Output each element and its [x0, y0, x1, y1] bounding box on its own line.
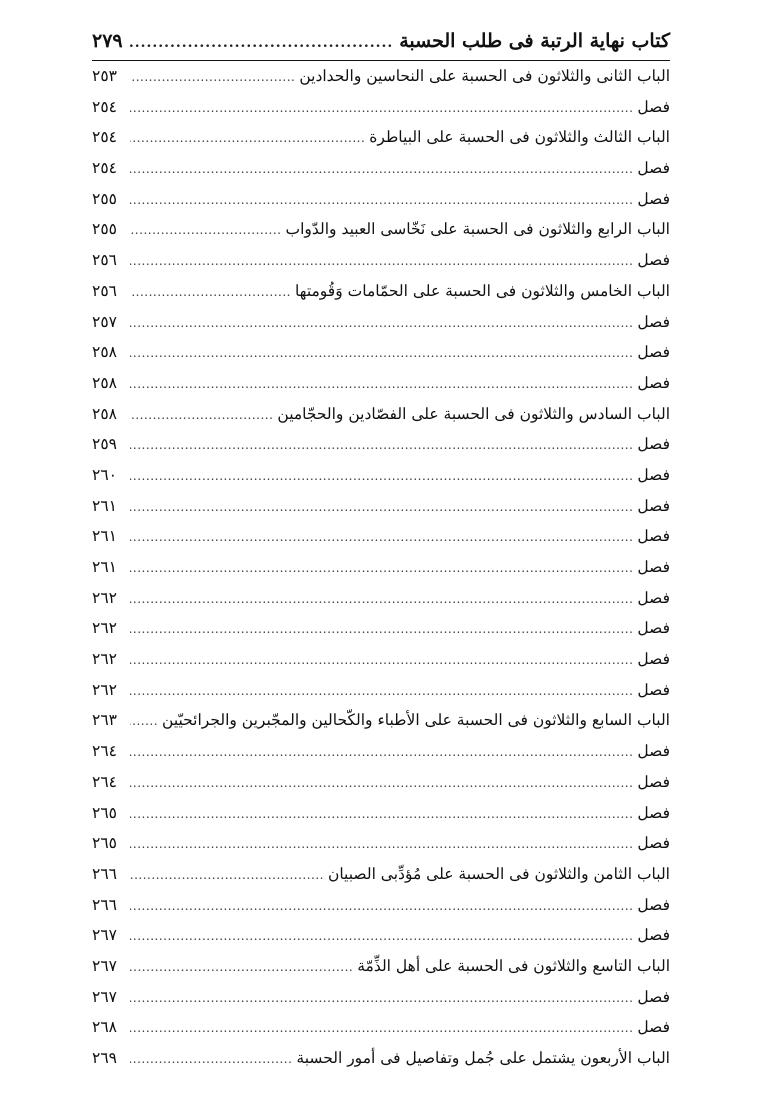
dot-leader: [130, 921, 633, 952]
entry-page-number: ٢٦٠: [92, 465, 117, 484]
running-header: [92, 30, 670, 61]
entry-page-number: ٢٥٤: [92, 128, 117, 147]
dot-leader: [130, 400, 273, 431]
entry-title: الباب الخامس والثلاثون فى الحسبة على الحمّامات وَقُومتها: [294, 281, 670, 300]
section-entry: [92, 982, 670, 1013]
entry-page-number: ٢٦٧: [92, 956, 117, 975]
entry-title: فصل: [637, 312, 670, 331]
section-entry: [92, 184, 670, 215]
entry-title: فصل: [637, 343, 670, 362]
section-entry: [92, 429, 670, 460]
entry-page-number: ٢٥٤: [92, 97, 117, 116]
entry-title: فصل: [637, 742, 670, 761]
entry-title: الباب الثانى والثلاثون فى الحسبة على النحاسين والحدادين: [299, 67, 670, 85]
entry-title: فصل: [637, 558, 670, 576]
section-entry: [92, 583, 670, 614]
header-dot-leader: [129, 35, 394, 51]
dot-leader: [130, 645, 633, 676]
entry-title: فصل: [637, 619, 670, 638]
dot-leader: [130, 1044, 292, 1075]
entry-page-number: ٢٥٧: [92, 312, 117, 331]
dot-leader: [130, 614, 633, 645]
entry-page-number: ٢٥٨: [92, 373, 117, 392]
dot-leader: [130, 492, 633, 523]
section-entry: [92, 153, 670, 184]
section-entry: [92, 767, 670, 798]
entry-title: فصل: [637, 680, 670, 699]
section-entry: [92, 337, 670, 368]
dot-leader: [130, 891, 633, 922]
book-title: كتاب نهاية الرتبة فى طلب الحسبة: [399, 30, 670, 52]
entry-page-number: ٢٦٦: [92, 864, 117, 883]
dot-leader: [130, 277, 291, 308]
entry-page-number: ٢٥٨: [92, 343, 117, 362]
chapter-entry: [92, 859, 670, 890]
chapter-entry: [92, 1043, 670, 1074]
chapter-entry: [92, 122, 670, 153]
entry-title: فصل: [637, 650, 670, 669]
entry-page-number: ٢٦٤: [92, 772, 117, 791]
dot-leader: [130, 676, 633, 707]
chapter-entry: [92, 61, 670, 92]
dot-leader: [130, 706, 158, 737]
entry-page-number: ٢٥٦: [92, 251, 117, 270]
entry-page-number: ٢٦١: [92, 558, 117, 576]
entry-page-number: ٢٥٩: [92, 435, 117, 454]
dot-leader: [130, 768, 633, 799]
dot-leader: [130, 430, 633, 461]
dot-leader: [130, 185, 633, 216]
section-entry: [92, 798, 670, 829]
entry-page-number: ٢٦٩: [92, 1049, 117, 1067]
entry-title: فصل: [637, 97, 670, 116]
section-entry: [92, 675, 670, 706]
entry-title: الباب الثالث والثلاثون فى الحسبة على البياطرة: [369, 128, 670, 147]
entry-title: فصل: [637, 527, 670, 546]
entry-title: فصل: [637, 159, 670, 178]
entry-title: فصل: [637, 373, 670, 392]
dot-leader: [130, 860, 324, 891]
section-entry: [92, 552, 670, 583]
entry-page-number: ٢٦١: [92, 527, 117, 546]
entry-page-number: ٢٥٥: [92, 220, 117, 239]
entry-page-number: ٢٥٦: [92, 281, 117, 300]
dot-leader: [130, 308, 633, 339]
entry-page-number: ٢٦٧: [92, 987, 117, 1006]
contents-page: [92, 30, 670, 1074]
entry-page-number: ٢٦٧: [92, 926, 117, 945]
section-entry: [92, 920, 670, 951]
dot-leader: [130, 93, 633, 124]
entry-title: فصل: [637, 803, 670, 822]
dot-leader: [130, 62, 295, 93]
entry-title: فصل: [637, 189, 670, 208]
entry-title: فصل: [637, 251, 670, 270]
entry-title: الباب الأربعون يشتمل على جُمل وتفاصيل فى أمور الحسبة: [296, 1049, 670, 1067]
section-entry: [92, 613, 670, 644]
entry-title: فصل: [637, 772, 670, 791]
entry-page-number: ٢٥٤: [92, 159, 117, 178]
entry-title: الباب الثامن والثلاثون فى الحسبة على مُؤدِّبى الصبيان: [327, 864, 670, 883]
dot-leader: [130, 584, 633, 615]
section-entry: [92, 307, 670, 338]
entry-title: فصل: [637, 435, 670, 454]
entry-title: الباب السابع والثلاثون فى الحسبة على الأطباء والكّحالين والمجّبرين والجرائحيّين: [162, 711, 670, 730]
dot-leader: [130, 553, 633, 584]
section-entry: [92, 1012, 670, 1043]
section-entry: [92, 245, 670, 276]
dot-leader: [130, 215, 282, 246]
dot-leader: [130, 737, 633, 768]
section-entry: [92, 521, 670, 552]
entry-page-number: ٢٦٨: [92, 1018, 117, 1037]
entry-title: فصل: [637, 465, 670, 484]
entry-page-number: ٢٦٣: [92, 711, 117, 730]
section-entry: [92, 491, 670, 522]
entry-title: فصل: [637, 1018, 670, 1037]
dot-leader: [130, 246, 633, 277]
section-entry: [92, 828, 670, 859]
entry-page-number: ٢٦٥: [92, 834, 117, 853]
chapter-entry: [92, 399, 670, 430]
entry-page-number: ٢٥٥: [92, 189, 117, 208]
dot-leader: [130, 952, 353, 983]
dot-leader: [130, 983, 633, 1014]
entry-page-number: ٢٦١: [92, 496, 117, 515]
entry-page-number: ٢٥٨: [92, 404, 117, 423]
chapter-entry: [92, 705, 670, 736]
entry-title: فصل: [637, 496, 670, 515]
chapter-entry: [92, 214, 670, 245]
entry-page-number: ٢٦٤: [92, 742, 117, 761]
entry-title: فصل: [637, 926, 670, 945]
section-entry: [92, 460, 670, 491]
dot-leader: [130, 123, 365, 154]
dot-leader: [130, 338, 633, 369]
entry-page-number: ٢٦٢: [92, 588, 117, 607]
dot-leader: [130, 829, 633, 860]
entry-title: فصل: [637, 588, 670, 607]
contents-list: [92, 61, 670, 1074]
entry-page-number: ٢٦٢: [92, 680, 117, 699]
entry-page-number: ٢٦٢: [92, 650, 117, 669]
entry-title: الباب السادس والثلاثون فى الحسبة على الفصّادين والحجّامين: [277, 404, 670, 423]
entry-title: فصل: [637, 834, 670, 853]
entry-title: الباب التاسع والثلاثون فى الحسبة على أهل الذِّمّة: [357, 956, 670, 975]
page-number: ٢٧٩: [92, 30, 123, 52]
entry-page-number: ٢٥٣: [92, 67, 117, 85]
dot-leader: [130, 461, 633, 492]
entry-title: فصل: [637, 987, 670, 1006]
entry-page-number: ٢٦٦: [92, 895, 117, 914]
section-entry: [92, 644, 670, 675]
entry-title: فصل: [637, 895, 670, 914]
section-entry: [92, 92, 670, 123]
dot-leader: [130, 1013, 633, 1044]
section-entry: [92, 736, 670, 767]
dot-leader: [130, 154, 633, 185]
section-entry: [92, 890, 670, 921]
chapter-entry: [92, 276, 670, 307]
entry-page-number: ٢٦٢: [92, 619, 117, 638]
dot-leader: [130, 799, 633, 830]
chapter-entry: [92, 951, 670, 982]
entry-title: الباب الرابع والثلاثون فى الحسبة على نَخّاسى العبيد والدّواب: [285, 220, 670, 239]
entry-page-number: ٢٦٥: [92, 803, 117, 822]
dot-leader: [130, 369, 633, 400]
section-entry: [92, 368, 670, 399]
dot-leader: [130, 522, 633, 553]
